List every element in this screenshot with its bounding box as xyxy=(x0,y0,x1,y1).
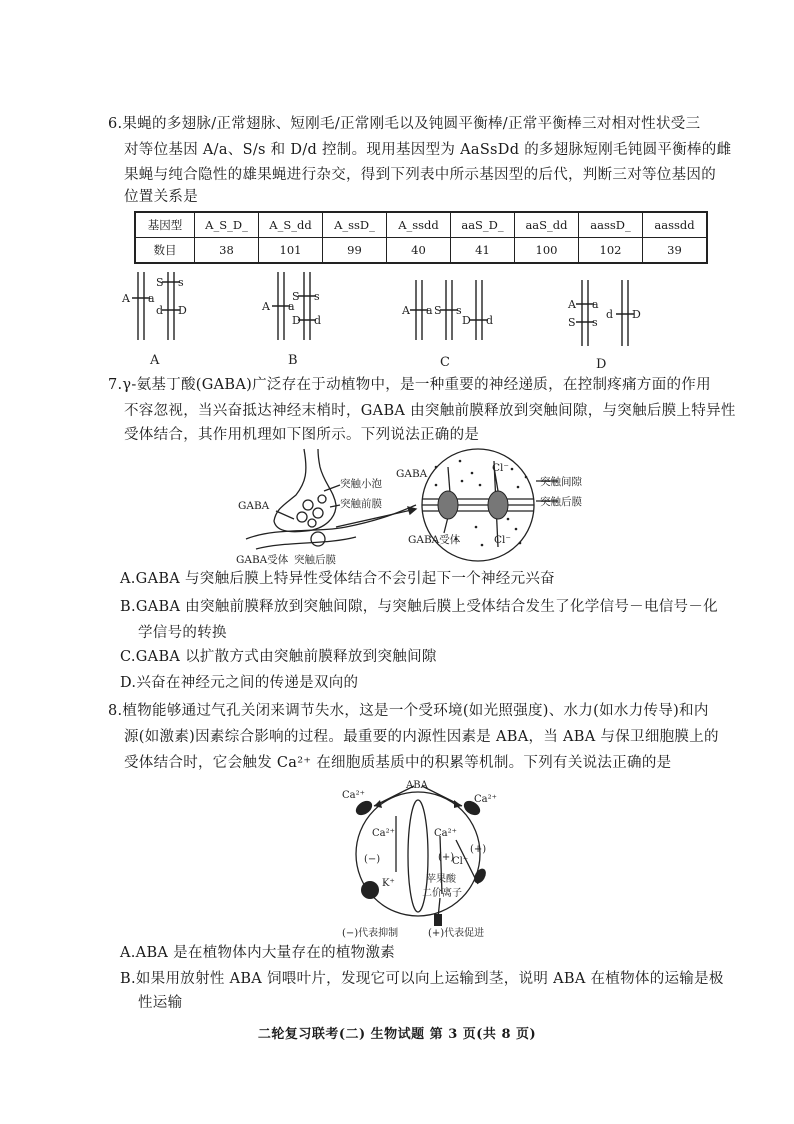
q8-text-line-1: 8.植物能够通过气孔关闭来调节失水，这是一个受环境(如光照强度)、水力(如水力传导)和内 xyxy=(108,703,709,719)
gene-label: D xyxy=(462,314,471,327)
label-postsynaptic-membrane-bottom: 突触后膜 xyxy=(294,554,336,566)
q6-text-line-4: 位置关系是 xyxy=(124,189,198,205)
label-synaptic-cleft: 突触间隙 xyxy=(540,476,582,488)
gene-label: S xyxy=(434,304,442,317)
label-promote-sign-left: (+) xyxy=(438,852,455,863)
q6-text-line-3: 果蝇与纯合隐性的雄果蝇进行杂交，得到下列表中所示基因型的后代，判断三对等位基因的 xyxy=(124,167,716,183)
label-ca-middle-left: Ca²⁺ xyxy=(372,828,395,839)
legend-inhibit: (−)代表抑制 xyxy=(342,928,399,939)
q6-text-line-1: 6.果蝇的多翅脉/正常翅脉、短刚毛/正常刚毛以及钝圆平衡棒/正常平衡棒三对相对性状受三 xyxy=(108,116,701,132)
table-cell: aassdd xyxy=(643,212,708,238)
q7-option-b-line-1: B.GABA 由突触前膜释放到突触间隙，与突触后膜上受体结合发生了化学信号－电信号－化 xyxy=(120,599,718,615)
table-header-count: 数目 xyxy=(135,238,195,264)
label-malate: 苹果酸 xyxy=(426,874,456,885)
gene-label: a xyxy=(288,300,295,313)
table-cell: A_ssdd xyxy=(387,212,451,238)
label-ca-top-left: Ca²⁺ xyxy=(342,790,365,801)
label-gaba-receptor-right: GABA受体 xyxy=(408,534,461,546)
q7-option-c: C.GABA 以扩散方式由突触前膜释放到突触间隙 xyxy=(120,649,437,665)
gene-label: D xyxy=(632,308,641,321)
gene-label: d xyxy=(156,304,164,317)
table-cell: A_S_D_ xyxy=(195,212,259,238)
chromosome-options-diagram xyxy=(110,268,670,370)
q8-text-line-3: 受体结合时，它会触发 Ca²⁺ 在细胞质基质中的积累等机制。下列有关说法正确的是 xyxy=(124,755,672,771)
q8-option-b-line-1: B.如果用放射性 ABA 饲喂叶片，发现它可以向上运输到茎，说明 ABA 在植物体的运输是极 xyxy=(120,971,724,987)
gene-label: A xyxy=(568,298,576,311)
gene-label: a xyxy=(426,304,433,317)
table-cell: aaS_D_ xyxy=(451,212,515,238)
genotype-table xyxy=(134,211,708,264)
q8-option-a: A.ABA 是在植物体内大量存在的植物激素 xyxy=(120,945,396,961)
q8-option-b-line-2: 性运输 xyxy=(138,995,183,1011)
table-cell: aaS_dd xyxy=(515,212,579,238)
option-c-label: C xyxy=(440,355,450,370)
label-promote-sign-right: (+) xyxy=(470,844,487,855)
gene-label: S xyxy=(568,316,576,329)
table-cell: 101 xyxy=(259,238,323,264)
gene-label: s xyxy=(592,316,598,329)
label-gaba-left: GABA xyxy=(238,500,270,512)
q7-option-a: A.GABA 与突触后膜上特异性受体结合不会引起下一个神经元兴奋 xyxy=(120,571,555,587)
label-ca-top-right: Ca²⁺ xyxy=(474,794,497,805)
table-header-genotype: 基因型 xyxy=(135,212,195,238)
gene-label: d xyxy=(606,308,614,321)
table-cell: 99 xyxy=(323,238,387,264)
legend-promote: (+)代表促进 xyxy=(428,928,485,939)
option-b-label: B xyxy=(288,353,298,368)
gene-label: D xyxy=(178,304,187,317)
label-ca-middle-right: Ca²⁺ xyxy=(434,828,457,839)
guard-cell-diagram xyxy=(330,776,510,942)
q7-text-line-1: 7.γ-氨基丁酸(GABA)广泛存在于动植物中，是一种重要的神经递质，在控制疼痛方面的作用 xyxy=(108,377,711,393)
gene-label: S xyxy=(292,290,300,303)
gene-label: A xyxy=(122,292,130,305)
gene-label: s xyxy=(314,290,320,303)
option-a-label: A xyxy=(150,353,160,368)
table-cell: 39 xyxy=(643,238,708,264)
gene-label: s xyxy=(456,304,462,317)
gene-label: a xyxy=(148,292,155,305)
synapse-diagram xyxy=(236,447,582,567)
table-cell: A_ssD_ xyxy=(323,212,387,238)
table-cell: 100 xyxy=(515,238,579,264)
table-row xyxy=(135,212,707,238)
label-aba: ABA xyxy=(406,780,428,791)
q8-text-line-2: 源(如激素)因素综合影响的过程。最重要的内源性因素是 ABA，当 ABA 与保卫细胞膜上的 xyxy=(124,729,719,745)
q7-option-b-line-2: 学信号的转换 xyxy=(138,625,227,641)
gene-label: A xyxy=(262,300,270,313)
table-cell: 102 xyxy=(579,238,643,264)
gene-label: A xyxy=(402,304,410,317)
label-postsynaptic-membrane-right: 突触后膜 xyxy=(540,496,582,508)
q7-text-line-3: 受体结合，其作用机理如下图所示。下列说法正确的是 xyxy=(124,427,480,443)
label-synaptic-vesicle: 突触小泡 xyxy=(340,478,382,490)
option-d-label: D xyxy=(596,357,607,372)
gene-label: d xyxy=(314,314,322,327)
label-k: K⁺ xyxy=(382,878,395,889)
label-cl: Cl⁻ xyxy=(452,856,469,867)
table-cell: 41 xyxy=(451,238,515,264)
q7-text-line-2: 不容忽视，当兴奋抵达神经末梢时，GABA 由突触前膜释放到突触间隙，与突触后膜上特异性 xyxy=(124,403,736,419)
q6-text-line-2: 对等位基因 A/a、S/s 和 D/d 控制。现用基因型为 AaSsDd 的多翅脉短刚毛钝圆平衡棒的雌 xyxy=(124,142,732,158)
table-cell: aassD_ xyxy=(579,212,643,238)
q7-option-d: D.兴奋在神经元之间的传递是双向的 xyxy=(120,675,359,691)
label-inhibit-sign: (−) xyxy=(364,854,381,865)
label-gaba-receptor-bottom: GABA受体 xyxy=(236,554,289,566)
table-cell: A_S_dd xyxy=(259,212,323,238)
table-cell: 38 xyxy=(195,238,259,264)
gene-label: d xyxy=(486,314,494,327)
gene-label: S xyxy=(156,276,164,289)
gene-label: D xyxy=(292,314,301,327)
gene-label: a xyxy=(592,298,599,311)
label-presynaptic-membrane: 突触前膜 xyxy=(340,498,382,510)
table-cell: 40 xyxy=(387,238,451,264)
gene-label: s xyxy=(178,276,184,289)
label-divalent-ion: 二价离子 xyxy=(422,888,462,899)
page-footer: 二轮复习联考(二) 生物试题 第 3 页(共 8 页) xyxy=(257,1027,537,1042)
table-row xyxy=(135,238,707,264)
label-cl-bottom: Cl⁻ xyxy=(494,534,511,546)
label-cl-top: Cl⁻ xyxy=(492,462,509,474)
label-gaba-right: GABA xyxy=(396,468,428,480)
